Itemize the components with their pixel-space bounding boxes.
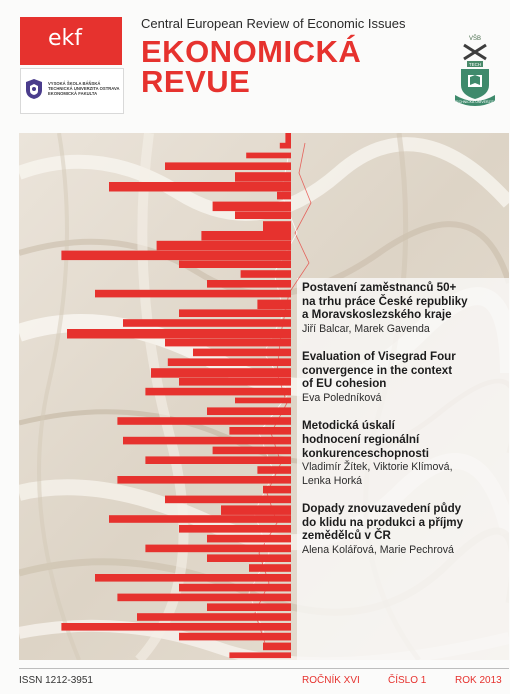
art-bar — [165, 339, 291, 347]
issue-label: ČÍSLO 1 — [388, 675, 427, 686]
art-bar — [179, 378, 291, 386]
art-bar — [213, 447, 291, 455]
year-label: ROK 2013 — [455, 675, 502, 686]
university-line-1: VYSOKÁ ŠKOLA BÁŇSKÁ — [48, 81, 101, 86]
article-4-title-line-2: do klidu na produkci a příjmy — [302, 515, 464, 529]
article-1-title — [302, 281, 502, 322]
art-bar — [229, 427, 291, 435]
article-2 — [302, 350, 502, 405]
university-emblem-icon — [451, 33, 499, 109]
art-bar — [117, 417, 291, 425]
art-bar — [151, 368, 291, 378]
article-4-authors-line-1: Alena Kolářová, Marie Pechrová — [302, 543, 454, 556]
art-bar — [145, 388, 291, 396]
art-bar — [263, 486, 291, 494]
art-bar — [157, 241, 291, 251]
art-bar — [249, 564, 291, 572]
art-bar — [123, 319, 291, 327]
university-line-2: TECHNICKÁ UNIVERZITA OSTRAVA — [48, 86, 120, 92]
art-bar — [95, 574, 291, 582]
university-block — [20, 68, 124, 114]
art-bar — [207, 280, 291, 288]
issn-number: ISSN 1212-3951 — [19, 675, 93, 686]
art-bar — [277, 192, 291, 200]
article-3-title-line-3: konkurenceschopnosti — [302, 446, 429, 460]
art-bar — [207, 407, 291, 415]
journal-title — [141, 34, 362, 99]
art-bar — [257, 300, 291, 310]
art-bar — [137, 613, 291, 621]
university-line-3: EKONOMICKÁ FAKULTA — [48, 91, 98, 97]
art-bar — [207, 554, 291, 562]
art-bar — [179, 584, 291, 592]
art-bar — [235, 211, 291, 219]
art-bar — [213, 202, 291, 212]
art-bar — [165, 496, 291, 504]
art-bar — [235, 172, 291, 182]
art-bar — [179, 309, 291, 317]
art-bar — [61, 623, 291, 631]
article-4-title — [302, 502, 502, 543]
article-1-authors-line-1: Jiří Balcar, Marek Gavenda — [302, 322, 430, 335]
emblem-mid-text: TECH — [468, 62, 482, 67]
volume-label: ROČNÍK XVI — [302, 675, 360, 686]
art-bar — [241, 270, 291, 278]
art-bar — [207, 603, 291, 611]
journal-title-line-2: REVUE — [141, 64, 251, 99]
article-2-title — [302, 350, 502, 391]
article-4-authors — [302, 544, 502, 557]
journal-subtitle: Central European Review of Economic Issues — [141, 16, 406, 31]
article-1 — [302, 281, 502, 336]
art-bar — [179, 525, 291, 533]
article-1-title-line-2: na trhu práce České republiky — [302, 294, 468, 308]
art-bar — [257, 466, 291, 474]
article-3-title-line-2: hodnocení regionální — [302, 432, 420, 446]
emblem-ribbon-text: TECHNICKÁ UNIVERZITA — [454, 100, 496, 104]
art-bar — [61, 251, 291, 261]
art-bar — [168, 358, 291, 366]
footer-divider — [19, 668, 509, 669]
art-bar — [67, 329, 291, 339]
article-3-authors-line-2: Lenka Horká — [302, 474, 363, 487]
art-bar — [145, 545, 291, 553]
article-3-authors-line-1: Vladimír Žítek, Viktorie Klímová, — [302, 461, 453, 474]
university-name — [48, 81, 120, 97]
emblem-top-text: VŠB — [468, 36, 482, 42]
journal-title-line-1: EKONOMICKÁ — [141, 34, 362, 69]
art-bar — [165, 162, 291, 170]
art-bar — [229, 652, 291, 658]
art-bar — [145, 456, 291, 464]
article-2-title-line-1: Evaluation of Visegrad Four — [302, 350, 456, 364]
art-bar — [179, 260, 291, 268]
article-2-authors — [302, 392, 502, 405]
article-1-authors — [302, 323, 502, 336]
article-3-title — [302, 419, 502, 460]
article-3-authors — [302, 461, 502, 488]
ekf-logo — [20, 17, 122, 65]
art-bar — [117, 594, 291, 602]
article-2-title-line-3: of EU cohesion — [302, 377, 387, 391]
article-4-title-line-1: Dopady znovuzavedení půdy — [302, 501, 462, 515]
art-bar — [235, 398, 291, 404]
article-4-title-line-3: zemědělců v ČR — [302, 529, 391, 543]
art-bar — [280, 143, 291, 149]
article-1-title-line-3: a Moravskoslezského kraje — [302, 308, 452, 322]
article-4 — [302, 502, 502, 557]
art-bar — [193, 349, 291, 357]
article-list — [302, 281, 502, 571]
art-bar — [207, 535, 291, 543]
art-bar — [221, 505, 291, 515]
art-bar — [117, 476, 291, 484]
article-3-title-line-1: Metodická úskalí — [302, 419, 395, 433]
ekf-logo-text: ekf — [48, 26, 83, 51]
art-bar — [109, 515, 291, 523]
art-bar — [95, 290, 291, 298]
art-bar — [123, 437, 291, 445]
art-bar — [263, 643, 291, 651]
article-2-title-line-2: convergence in the context — [302, 363, 453, 377]
university-crest-icon — [24, 78, 44, 100]
article-2-authors-line-1: Eva Poledníková — [302, 391, 382, 404]
article-3 — [302, 419, 502, 488]
article-1-title-line-1: Postavení zaměstnanců 50+ — [302, 281, 457, 294]
art-bar — [246, 153, 291, 159]
art-bar — [109, 182, 291, 192]
art-bar — [179, 633, 291, 641]
art-bar — [201, 231, 291, 241]
